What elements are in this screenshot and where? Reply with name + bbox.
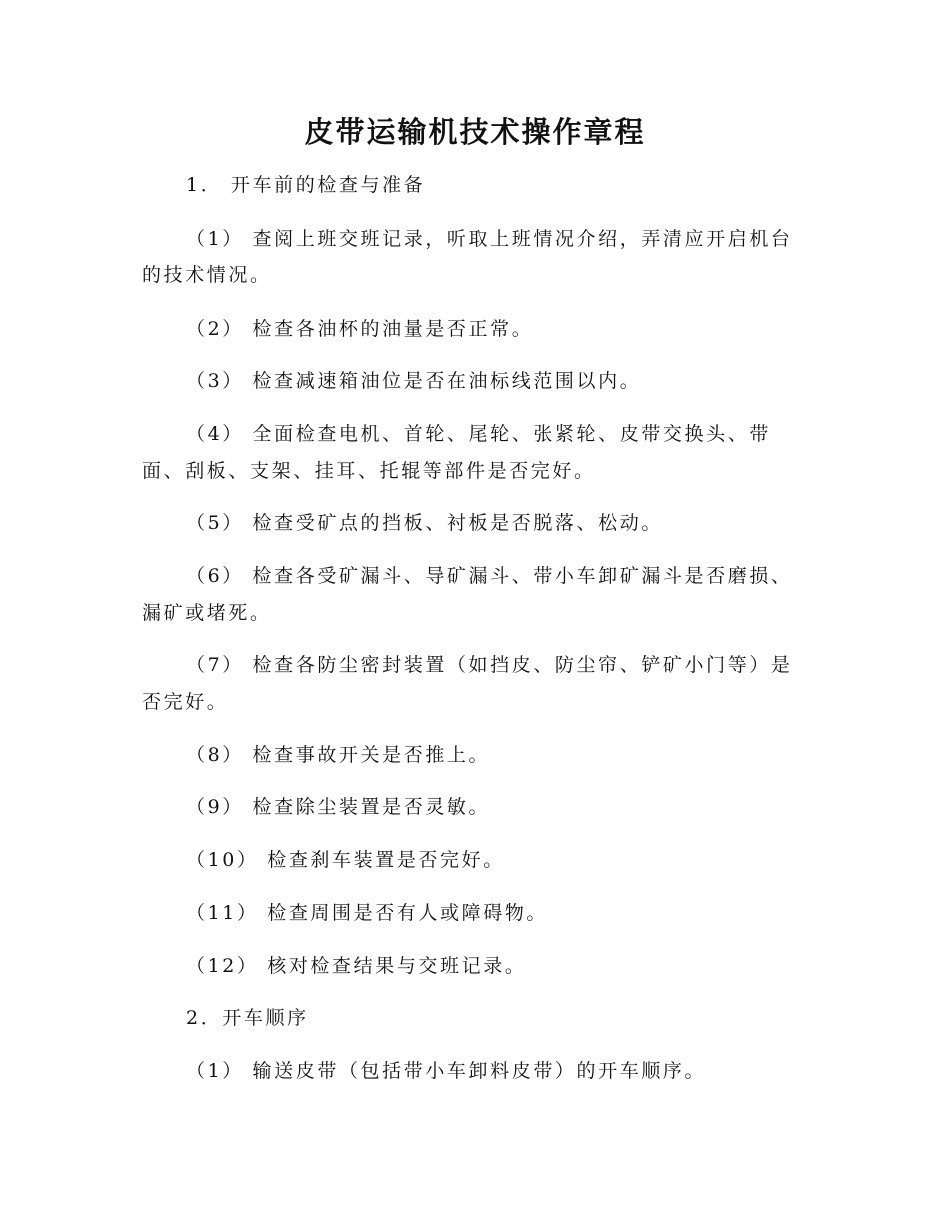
paragraph-line: 面、刮板、支架、挂耳、托辊等部件是否完好。 <box>142 460 596 482</box>
paragraph-line: （5） 检查受矿点的挡板、衬板是否脱落、松动。 <box>186 512 663 534</box>
paragraph-line: 漏矿或堵死。 <box>142 602 272 624</box>
paragraph-line: （1） 查阅上班交班记录，听取上班情况介绍，弄清应开启机台 <box>186 228 793 250</box>
section-heading-1: 1． 开车前的检查与准备 <box>186 174 426 196</box>
paragraph-line: （8） 检查事故开关是否推上。 <box>186 744 491 766</box>
paragraph-line: （4） 全面检查电机、首轮、尾轮、张紧轮、皮带交换头、带 <box>186 423 771 445</box>
paragraph-line: （6） 检查各受矿漏斗、导矿漏斗、带小车卸矿漏斗是否磨损、 <box>186 565 793 587</box>
paragraph-line: （1） 输送皮带（包括带小车卸料皮带）的开车顺序。 <box>186 1060 707 1082</box>
paragraph-line: （7） 检查各防尘密封装置（如挡皮、防尘帘、铲矿小门等）是 <box>186 654 793 676</box>
paragraph-line: （12） 核对检查结果与交班记录。 <box>186 955 527 977</box>
paragraph-line: 否完好。 <box>142 691 229 713</box>
paragraph-line: （10） 检查刹车装置是否完好。 <box>186 849 505 871</box>
paragraph-line: 的技术情况。 <box>142 264 272 286</box>
paragraph-line: （2） 检查各油杯的油量是否正常。 <box>186 318 534 340</box>
paragraph-line: （9） 检查除尘装置是否灵敏。 <box>186 796 491 818</box>
section-heading-2: 2．开车顺序 <box>186 1007 309 1029</box>
paragraph-line: （11） 检查周围是否有人或障碍物。 <box>186 902 549 924</box>
document-title: 皮带运输机技术操作章程 <box>304 115 646 149</box>
paragraph-line: （3） 检查减速箱油位是否在油标线范围以内。 <box>186 370 642 392</box>
